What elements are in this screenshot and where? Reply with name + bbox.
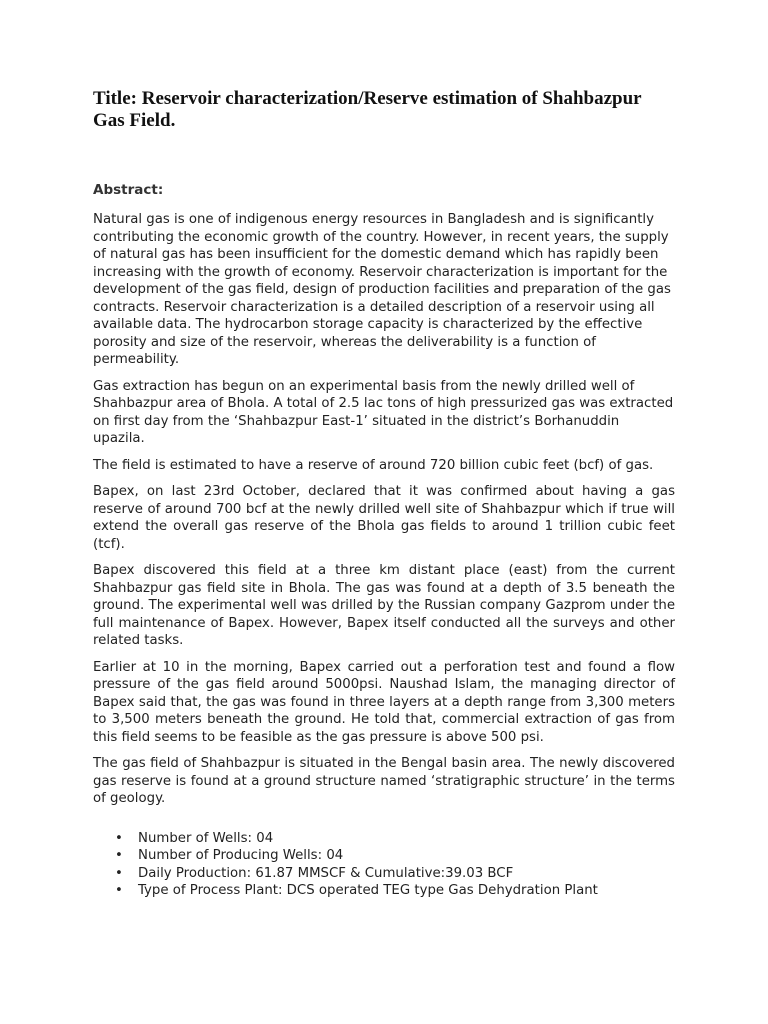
bullet-icon: • — [115, 848, 123, 863]
bullet-icon: • — [115, 865, 123, 881]
paragraph-gas-extraction: Gas extraction has begun on an experimental basis from the newly drilled well of Shahbazpur area of Bhola. A total of 2.5 lac tons of high pressurized gas was extracted on first day from the ‘Shahbazpur East-1’ situated in the district’s Borhanuddin upazila. — [93, 378, 674, 446]
paragraph-field-estimate: The field is estimated to have a reserve of around 720 billion cubic feet (bcf) of gas. — [93, 457, 654, 473]
bullet-icon: • — [115, 883, 123, 898]
list-item — [93, 847, 675, 865]
bullet-icon: • — [115, 830, 123, 846]
paragraph-bapex-declaration: Bapex, on last 23rd October, declared that it was confirmed about having a gas reserve of around 700 bcf at the newly drilled well site of Shahbazpur which if true will extend the overall gas reserve of the Bhola gas fields to around 1 trillion cubic feet (tcf). — [93, 484, 675, 552]
abstract-heading: Abstract: — [93, 182, 164, 198]
paragraph-abstract: Natural gas is one of indigenous energy resources in Bangladesh and is significantly contributing the economic growth of the country. However, in recent years, the supply of natural gas has been insufficient for the domestic demand which has rapidly been increasing with the growth of economy. Reservoir characterization is important for the development of the gas field, design of production facilities and preparation of the gas contracts. Reservoir characterization is a detailed description of a reservoir using all available data. The hydrocarbon storage capacity is characterized by the effective porosity and size of the reservoir, whereas the deliverability is a function of permeability. — [93, 212, 671, 367]
list-item-text: Daily Production: 61.87 MMSCF & Cumulative:39.03 BCF — [138, 865, 514, 881]
list-item — [93, 865, 675, 883]
paragraph-geology: The gas field of Shahbazpur is situated in the Bengal basin area. The newly discovered gas reserve is found at a ground structure named ‘stratigraphic structure’ in the terms of geology. — [93, 756, 675, 806]
field-facts-list — [93, 830, 675, 900]
list-item — [93, 882, 675, 900]
document-page — [93, 88, 675, 900]
list-item-text: Number of Producing Wells: 04 — [138, 848, 344, 863]
list-item — [93, 830, 675, 848]
paragraph-bapex-discovery: Bapex discovered this field at a three km distant place (east) from the current Shahbazpur gas field site in Bhola. The gas was found at a depth of 3.5 beneath the ground. The experimental well was drilled by the Russian company Gazprom under the full maintenance of Bapex. However, Bapex itself conducted all the surveys and other related tasks. — [93, 563, 675, 648]
list-item-text: Type of Process Plant: DCS operated TEG type Gas Dehydration Plant — [138, 883, 598, 898]
list-item-text: Number of Wells: 04 — [138, 830, 274, 846]
paragraph-perforation-test: Earlier at 10 in the morning, Bapex carried out a perforation test and found a flow pressure of the gas field around 5000psi. Naushad Islam, the managing director of Bapex said that, the gas was found in three layers at a depth range from 3,300 meters to 3,500 meters beneath the ground. He told that, commercial extraction of gas from this field seems to be feasible as the gas pressure is above 500 psi. — [93, 659, 675, 745]
document-title: Title: Reservoir characterization/Reserve estimation of Shahbazpur Gas Field. — [93, 88, 642, 131]
